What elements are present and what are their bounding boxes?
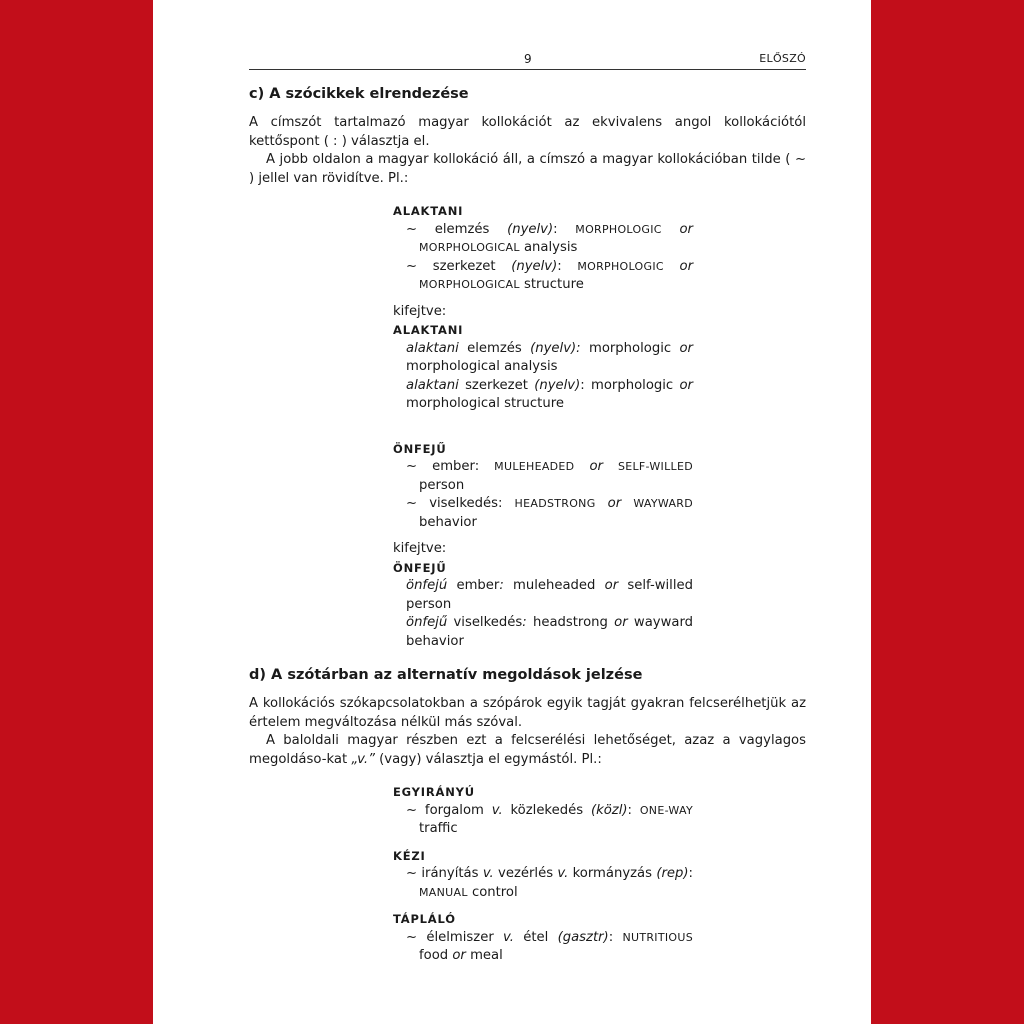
tilde-sign: ~ (406, 802, 418, 818)
headword: KÉZI (393, 848, 426, 863)
tilde-sign: ~ (406, 258, 418, 274)
example-block-alaktani (393, 202, 693, 414)
page-header (249, 50, 806, 70)
collocation-entry: ~ viselkedés: HEADSTRONG or WAYWARD behavior (406, 496, 693, 530)
collocation-entry: ~ élelmiszer v. étel (gasztr): NUTRITIOUS food or meal (406, 929, 693, 963)
tilde-sign: ~ (406, 459, 418, 474)
expanded-label: kifejtve: (393, 303, 447, 319)
headword: ÖNFEJŰ (393, 560, 447, 575)
expanded-entry: önfejú ember: muleheaded or self-willed person (406, 578, 693, 612)
example-block-onfeju (393, 440, 693, 652)
tilde-sign: ~ (406, 496, 418, 511)
example-block-kezi (393, 847, 693, 903)
headword: ÖNFEJŰ (393, 441, 447, 456)
headword: TÁPLÁLÓ (393, 912, 456, 926)
expanded-entry: önfejű viselkedés: headstrong or wayward behavior (406, 615, 694, 649)
page-number: 9 (524, 52, 532, 66)
headword: EGYIRÁNYÚ (393, 785, 475, 799)
tilde-sign: ~ (406, 866, 418, 881)
running-title: ELŐSZÓ (759, 52, 806, 65)
expanded-entry: alaktani elemzés (nyelv): morphologic or morphological analysis (406, 340, 693, 374)
collocation-entry: ~ elemzés (nyelv): MORPHOLOGIC or MORPHOLOGICAL analysis (406, 221, 693, 255)
section-c-para-1: A címszót tartalmazó magyar kollokációt az ekvivalens angol kollokációtól kettőspont ( : ) választja el. (249, 115, 806, 149)
page-content (249, 84, 806, 966)
expanded-label: kifejtve: (393, 541, 447, 556)
book-page (153, 0, 871, 1024)
headword: ALAKTANI (393, 204, 464, 218)
example-block-taplalo (393, 910, 693, 966)
collocation-entry: ~ irányítás v. vezérlés v. kormányzás (rep): MANUAL control (406, 866, 693, 900)
collocation-entry: ~ szerkezet (nyelv): MORPHOLOGIC or MORPHOLOGICAL structure (406, 258, 694, 292)
section-d-title: d) A szótárban az alternatív megoldások jelzése (249, 667, 643, 683)
collocation-entry: ~ ember: MULEHEADED or SELF-WILLED person (406, 459, 693, 493)
collocation-entry: ~ forgalom v. közlekedés (közl): ONE-WAY traffic (406, 802, 693, 836)
section-c-para-2: A jobb oldalon a magyar kollokáció áll, a címszó a magyar kollokációban tilde ( ~ ) jellel van rövidítve. Pl.: (249, 152, 806, 186)
tilde-sign: ~ (406, 221, 418, 237)
headword: ALAKTANI (393, 323, 464, 337)
tilde-sign: ~ (406, 929, 418, 945)
example-block-egyiranyu (393, 783, 693, 839)
section-d-para-1: A kollokációs szókapcsolatokban a szópárok egyik tagját gyakran felcserélhetjük az értelem megváltozása nélkül más szóval. (249, 696, 806, 730)
section-c-title: c) A szócikkek elrendezése (249, 86, 469, 102)
section-d-para-2: A baloldali magyar részben ezt a felcserélési lehetőséget, azaz a vagylagos megoldáso-kat „v.” (vagy) választja el egymástól. Pl.: (249, 733, 806, 767)
expanded-entry: alaktani szerkezet (nyelv): morphologic or morphological structure (406, 377, 693, 411)
